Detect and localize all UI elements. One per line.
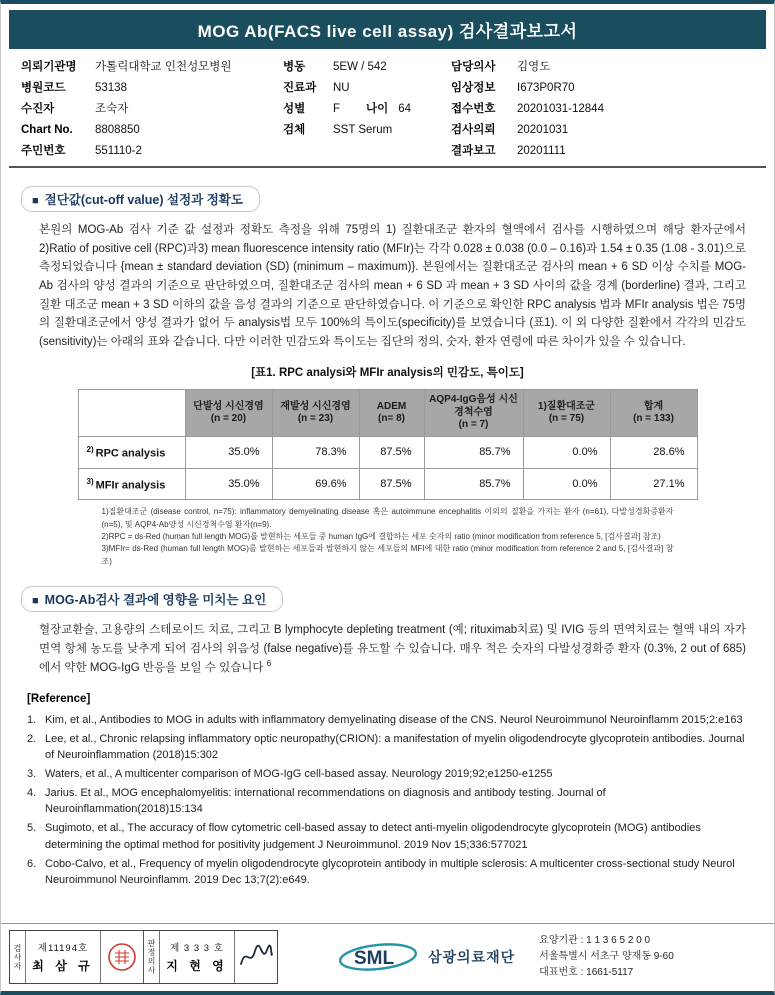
examiner-license-no: 제11194호 bbox=[37, 943, 89, 954]
report-title: MOG Ab(FACS live cell assay) 검사결과보고서 bbox=[197, 22, 578, 41]
table-header-cell bbox=[272, 390, 359, 437]
table-caption: [표1. RPC analysi와 MFIr analysis의 민감도, 특이도] bbox=[251, 367, 524, 380]
factors-paragraph-text: 혈장교환술, 고용량의 스테로이드 치료, 그리고 B lymphocyte depleting treatment (예; rituximab치료) 및 IVIG 등의 면역치료는 혈액 내의 자가면역 항체 농도를 낮추게 되어 검사의 위음성 (false negative)를 유도할 수 있습니다. 매우 적은 숫자의 다발성경화증 환자 (0.3%, 2 out of 685)에서 약한 MOG-IgG 반응을 보일 수 있습니다 bbox=[39, 624, 746, 675]
table-row bbox=[78, 436, 697, 468]
row-label-text: MFIr analysis bbox=[95, 479, 166, 492]
reference-item bbox=[27, 820, 754, 853]
examiner-stamp-icon bbox=[107, 942, 137, 972]
clinical-label: 임상정보 bbox=[451, 82, 496, 94]
header-line2: (n= 8) bbox=[378, 413, 405, 425]
table-header-cell bbox=[523, 390, 610, 437]
row-label-text: RPC analysis bbox=[95, 447, 166, 460]
hosp-code-label: 병원코드 bbox=[21, 82, 66, 94]
sml-logo-icon bbox=[338, 940, 424, 974]
footer bbox=[1, 923, 774, 991]
header-line2: (n = 75) bbox=[548, 413, 585, 425]
empty-cell bbox=[333, 141, 451, 161]
reference-text: Jarius. Et al., MOG encephalomyelitis: international recommendations on diagnosis and antibody testing. Journal of Neuroinflammation(2018)15:134 bbox=[45, 786, 606, 816]
patient-info-grid bbox=[21, 57, 760, 161]
org-label: 의뢰기관명 bbox=[21, 61, 77, 73]
request-date-value: 20201031 bbox=[517, 124, 569, 136]
section-cutoff-heading-text: 절단값(cut-off value) 설정과 정확도 bbox=[44, 193, 243, 207]
table-value-cell: 28.6% bbox=[610, 436, 697, 468]
row-label-cell bbox=[78, 436, 185, 468]
table-value-cell: 87.5% bbox=[359, 468, 424, 500]
judge-role-label: 판정의사 bbox=[144, 931, 160, 983]
org-value: 가톨릭대학교 인천성모병원 bbox=[95, 61, 232, 73]
table-header-cell bbox=[359, 390, 424, 437]
resident-no-label: 주민번호 bbox=[21, 145, 66, 157]
factors-paragraph bbox=[39, 621, 746, 678]
report-title-bar bbox=[9, 10, 766, 49]
section-factors-heading-text: MOG-Ab검사 결과에 영향을 미치는 요인 bbox=[44, 593, 267, 608]
header-line1: 재발성 시신경염 bbox=[280, 400, 351, 412]
table-value-cell: 0.0% bbox=[523, 436, 610, 468]
header-line1: 합계 bbox=[643, 400, 664, 412]
reference-number: 4. bbox=[27, 786, 37, 799]
judge-signature-icon bbox=[238, 942, 274, 972]
dept-label: 진료과 bbox=[283, 82, 317, 94]
ward-label: 병동 bbox=[283, 61, 306, 73]
footnote: 3)MFIr= ds-Red (human full length MOG)를 발현하는 세포들과 발현하지 않는 세포들의 MFI에 대한 ratio (minor modification from reference 2 and 5, [검사결과] 참조) bbox=[101, 544, 674, 566]
reference-item bbox=[27, 785, 754, 818]
reference-number: 3. bbox=[27, 768, 37, 780]
examiner-seal-area bbox=[101, 931, 143, 983]
judge-name: 지 현 영 bbox=[166, 959, 228, 973]
patient-label: 수진자 bbox=[21, 103, 55, 115]
table-value-cell: 35.0% bbox=[185, 436, 272, 468]
reference-text: Sugimoto, et al., The accuracy of flow cytometric cell-based assay to detect anti-myelin oligodendrocyte glycoprotein (MOG) antibodies determining the optimal method for positivity judgement J Neuroimmunol. 2019 Nov 15;336:577021 bbox=[45, 822, 701, 851]
request-date-label: 검사의뢰 bbox=[451, 124, 496, 136]
reference-number: 5. bbox=[27, 822, 37, 835]
hosp-code-value: 53138 bbox=[95, 82, 127, 94]
reference-item bbox=[27, 766, 754, 783]
row-label-sup: 3) bbox=[86, 476, 94, 486]
row-label-cell bbox=[78, 468, 185, 500]
header-line2: (n = 133) bbox=[633, 413, 674, 425]
reference-text: Kim, et al., Antibodies to MOG in adults with inflammatory demyelinating disease of the CNS. Neurol Neuroimmunol Neuroinflamm 2015;2:e163 bbox=[45, 713, 743, 726]
reference-text: Cobo-Calvo, et al., Frequency of myelin oligodendrocyte glycoprotein antibody in multiple sclerosis: A multicenter cross-sectional study Neurol Neuroimmunol Neuroinflamm. 2019 Dec 13;7(2):e649. bbox=[45, 857, 735, 887]
table-value-cell: 35.0% bbox=[185, 468, 272, 500]
examiner-group bbox=[10, 931, 143, 983]
table-value-cell: 87.5% bbox=[359, 436, 424, 468]
clinical-value: I673P0R70 bbox=[517, 82, 575, 94]
reference-text: Lee, et al., Chronic relapsing inflammatory optic neuropathy(CRION): a manifestation of myelin oligodendrocyte glycoprotein antibodies. Journal of Neuroinflammation (2018)15:302 bbox=[45, 732, 745, 762]
footnote: 2)RPC = ds-Red (human full length MOG)를 발현하는 세포들 중 human IgG에 결합하는 세포 숫자의 ratio (minor modification from reference 5, [검사결과] 참조) bbox=[101, 531, 661, 541]
judge-license-no: 제 3 3 3 호 bbox=[170, 943, 224, 954]
factors-ref-sup: 6 bbox=[266, 659, 272, 669]
section-factors-heading bbox=[21, 586, 283, 612]
reference-number: 2. bbox=[27, 732, 37, 745]
sensitivity-specificity-table bbox=[78, 389, 698, 500]
resident-no-value: 551110-2 bbox=[95, 145, 142, 157]
dept-value: NU bbox=[333, 82, 350, 94]
header-line2: (n = 20) bbox=[210, 413, 247, 425]
section-bullet-icon: ■ bbox=[32, 595, 39, 608]
judge-group bbox=[143, 931, 277, 983]
examiner-name: 최 삼 규 bbox=[32, 959, 94, 973]
table-value-cell: 27.1% bbox=[610, 468, 697, 500]
reference-number: 1. bbox=[27, 713, 37, 726]
examiner-credentials bbox=[26, 931, 101, 983]
ward-value: 5EW / 542 bbox=[333, 61, 387, 73]
org-contact-block bbox=[539, 933, 674, 981]
section-cutoff bbox=[21, 186, 754, 568]
org-address: 서울특별시 서초구 양재동 9-60 bbox=[539, 951, 674, 962]
header-line1: 1)질환대조군 bbox=[537, 400, 596, 412]
judge-credentials bbox=[160, 931, 235, 983]
age-value: 64 bbox=[398, 103, 412, 115]
header-line1: 단발성 시신경염 bbox=[193, 400, 264, 412]
doctor-label: 담당의사 bbox=[451, 61, 496, 73]
table-value-cell: 69.6% bbox=[272, 468, 359, 500]
header-line1: ADEM bbox=[376, 400, 407, 412]
table-header-row bbox=[78, 390, 697, 437]
info-divider bbox=[9, 166, 766, 168]
examiner-role-label: 검사자 bbox=[10, 931, 26, 983]
reference-number: 6. bbox=[27, 857, 37, 870]
sex-value: F bbox=[333, 103, 341, 115]
header-line1: AQP4-IgG음성 시신경척수염 bbox=[429, 394, 518, 418]
table-value-cell: 85.7% bbox=[424, 468, 523, 500]
header-line2: (n = 7) bbox=[458, 419, 489, 431]
org-name: 삼광의료재단 bbox=[428, 949, 516, 965]
reference-item bbox=[27, 731, 754, 764]
age-label: 나이 bbox=[366, 103, 389, 115]
reference-item bbox=[27, 712, 754, 729]
sex-label: 성별 bbox=[283, 103, 306, 115]
references-heading: [Reference] bbox=[27, 692, 91, 705]
table-header-cell bbox=[610, 390, 697, 437]
table-value-cell: 78.3% bbox=[272, 436, 359, 468]
report-date-value: 20201111 bbox=[517, 145, 566, 157]
row-label-sup: 2) bbox=[86, 444, 94, 454]
receipt-label: 접수번호 bbox=[451, 103, 496, 115]
table-footnotes bbox=[102, 506, 674, 568]
judge-signature-area bbox=[235, 931, 277, 983]
references-section bbox=[27, 693, 754, 889]
table-value-cell: 0.0% bbox=[523, 468, 610, 500]
reference-text: Waters, et al., A multicenter comparison of MOG-IgG cell-based assay. Neurology 2019;92;e1250-e1255 bbox=[45, 768, 553, 780]
section-factors bbox=[21, 586, 754, 678]
care-org-number: 요양기관 : 1 1 3 6 5 2 0 0 bbox=[539, 935, 651, 946]
patient-value: 조숙자 bbox=[95, 103, 129, 115]
header-line2: (n = 23) bbox=[297, 413, 334, 425]
sml-logo-text: SML bbox=[354, 948, 395, 969]
section-bullet-icon: ■ bbox=[32, 195, 39, 207]
section-cutoff-heading bbox=[21, 186, 260, 212]
specimen-value: SST Serum bbox=[333, 124, 393, 136]
specimen-label: 검체 bbox=[283, 124, 306, 136]
sml-logo-block bbox=[338, 940, 515, 974]
report-date-label: 결과보고 bbox=[451, 145, 496, 157]
chart-label: Chart No. bbox=[21, 124, 73, 136]
receipt-value: 20201031-12844 bbox=[517, 103, 604, 115]
signers-box bbox=[9, 930, 278, 984]
empty-cell bbox=[283, 141, 333, 161]
org-phone: 대표번호 : 1661-5117 bbox=[539, 967, 634, 978]
table-header-cell bbox=[185, 390, 272, 437]
sex-age-value bbox=[333, 99, 451, 119]
table-header-cell bbox=[424, 390, 523, 437]
footnote: 1)질환대조군 (disease control, n=75): inflammatory demyelinating disease 혹은 autoimmune encephalitis 이외의 질환을 가지는 환자 (n=61), 다발성경화증환자(n=5), 및 AQP4-Ab양성 시신경척수염 환자(n=9). bbox=[101, 507, 674, 529]
reference-item bbox=[27, 856, 754, 889]
table-value-cell: 85.7% bbox=[424, 436, 523, 468]
cutoff-paragraph: 본원의 MOG-Ab 검사 기준 값 설정과 정확도 측정을 위해 75명의 1) 질환대조군 환자의 혈액에서 검사를 시행하였으며 해당 환자군에서 2)Ratio of positive cell (RPC)과3) mean fluorescence intensity ratio (MFIr)는 각각 0.028 ± 0.038 (0.0 – 0.16)과 1.54 ± 0.35 (1.08 - 3.01)으로 측정되었습니다 {mean ± standard deviation (SD) (minimum – maximum)}. 본원에서는 질환대조군 검사의 mean + 6 SD 이상 수치를 MOG-Ab 검사의 양성 결과의 기준으로 판단하였으며, 질환대조군 검사의 mean + 6 SD 과 mean + 3 SD 사이의 값을 경계 (borderline) 결과, 그리고 질환 대조군 mean + 3 SD 이하의 값을 음성 결과의 기준으로 판단하였습니다. 이 기준으로 확인한 RPC analysis 법과 MFIr analysis 법은 75명의 질환대조군에서 양성 결과가 없어 두 analysis법 모두 100%의 특이도(specificity)를 보였습니다 (표1). 이 외 다양한 질환에서 각각의 민감도(sensitivity)는 아래의 표와 같습니다. 다만 이러한 민감도와 특이도는 집단의 정의, 숫자, 환자 연령에 따른 차이가 있을 수 있습니다. bbox=[39, 224, 746, 348]
patient-info-section bbox=[1, 49, 774, 161]
doctor-value: 김영도 bbox=[517, 61, 551, 73]
chart-value: 8808850 bbox=[95, 124, 140, 136]
table-row bbox=[78, 468, 697, 500]
table-corner-cell bbox=[78, 390, 185, 437]
